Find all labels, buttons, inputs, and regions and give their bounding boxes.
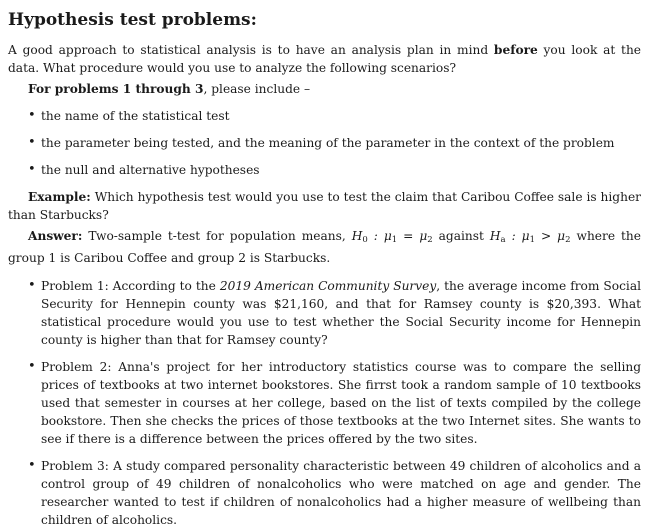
include-list	[8, 107, 641, 179]
intro-text-1: A good approach to statistical analysis is to have an analysis plan in mind	[8, 43, 494, 57]
problem-list	[8, 277, 641, 529]
list-item: • the parameter being tested, and the meaning of the parameter in the context of the problem	[8, 134, 641, 152]
answer-against: against	[432, 229, 490, 243]
answer-paragraph	[8, 227, 641, 267]
alternative-hypothesis: $H_a$ : $\mu_1 > \mu_2$	[489, 229, 571, 245]
problem-1: • Problem 1: According to the 2019 American Community Survey, the average income from Social Security for Hennepin county was $21,160, and that for Ramsey county is $20,393. What statistical procedure would you use to test whether the Social Security income for Hennepin county is higher than that for Ramsey county?	[8, 277, 641, 349]
example-paragraph	[8, 188, 641, 224]
list-item: • the null and alternative hypotheses	[8, 161, 641, 179]
include-rest: , please include –	[203, 82, 311, 96]
answer-text-2: where the group 1 is Caribou Coffee and group 2 is Starbucks.	[8, 229, 641, 265]
list-item: • the name of the statistical test	[8, 107, 641, 125]
problem-3: • Problem 3: A study compared personality characteristic between 49 children of alcoholics and a control group of 49 children of nonalcoholics who were matched on age and gender. The researcher wanted to test if children of nonalcoholics had a higher measure of wellbeing than children of alcoholics.	[8, 457, 641, 529]
example-text: Which hypothesis test would you use to test the claim that Caribou Coffee sale is higher than Starbucks?	[8, 190, 641, 222]
intro-paragraph	[8, 41, 641, 77]
include-instruction	[8, 80, 641, 98]
page-title: Hypothesis test problems:	[8, 10, 257, 30]
include-bold: For problems 1 through 3	[28, 82, 204, 96]
answer-text-1: Two-sample t-test for population means,	[82, 229, 352, 243]
answer-label: Answer:	[28, 229, 83, 243]
intro-bold: before	[493, 43, 538, 57]
null-hypothesis: $H_0$ : $\mu_1 = \mu_2$	[351, 229, 433, 245]
survey-title: 2019 American Community Survey	[219, 279, 437, 293]
problem-2: • Problem 2: Anna's project for her introductory statistics course was to compare the selling prices of textbooks at two internet bookstores. She firrst took a random sample of 10 textbooks used that semester in courses at her college, based on the list of texts compiled by the college bookstore. Then she checks the prices of those textbooks at the two Internet sites. She wants to see if there is a difference between the prices offered by the two sites.	[8, 358, 641, 448]
intro-text-2: you look at the data. What procedure would you use to analyze the following scenarios?	[8, 43, 642, 75]
example-label: Example:	[28, 190, 91, 204]
